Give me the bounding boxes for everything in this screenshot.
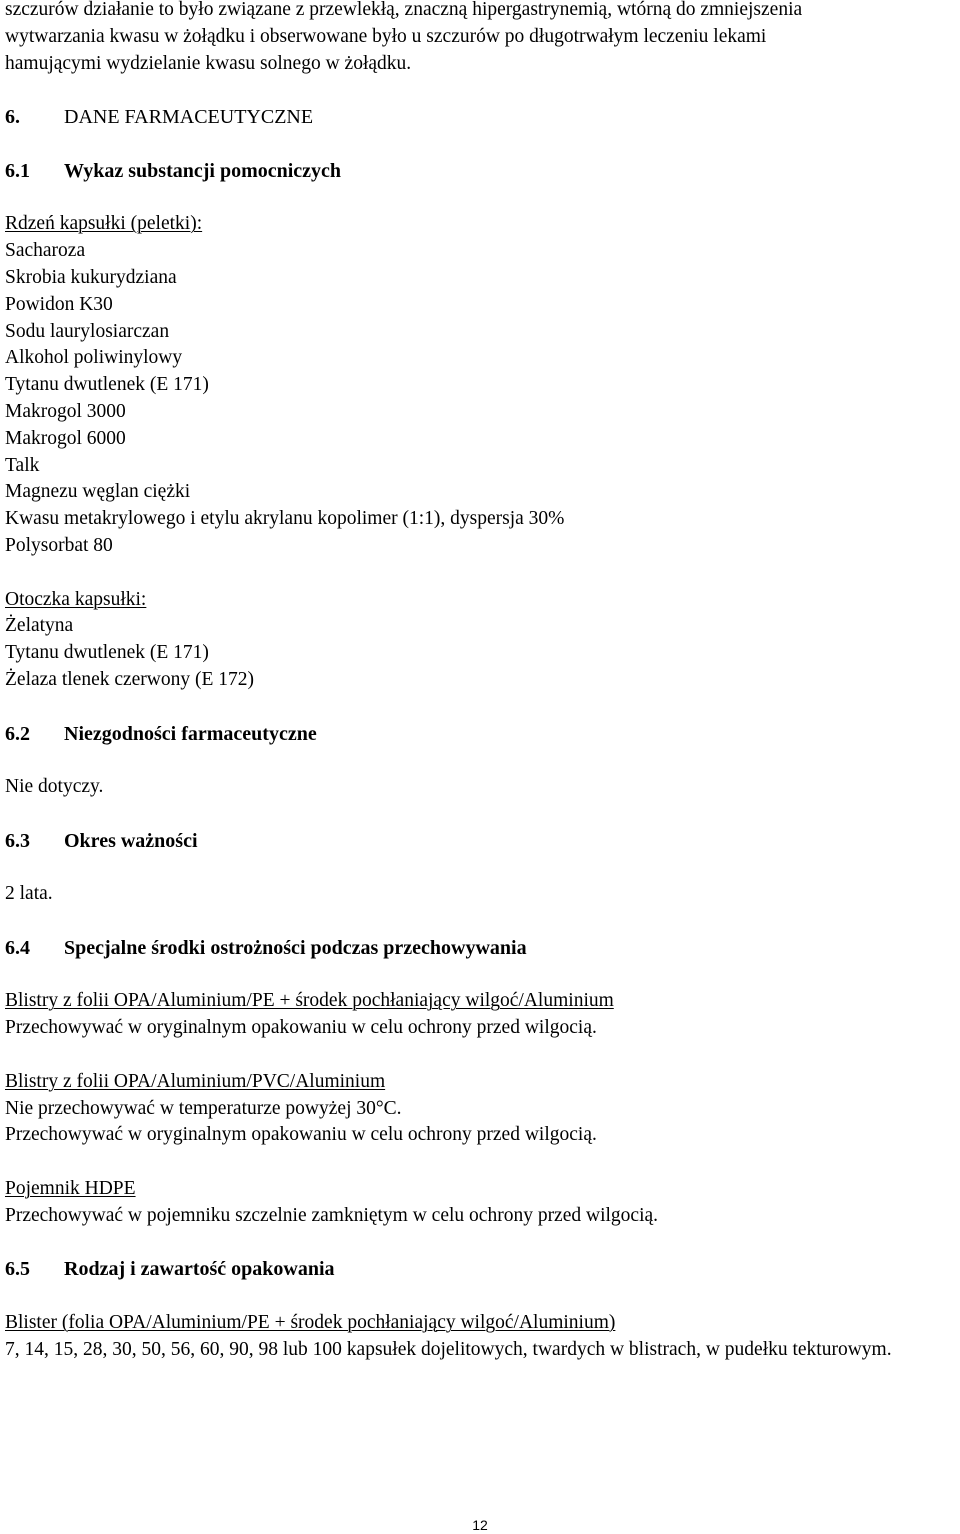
- core-item: Talk: [5, 454, 40, 476]
- section-6-2-text: Nie dotyczy.: [5, 776, 104, 798]
- storage-block-line: Nie przechowywać w temperaturze powyżej 30°C.: [5, 1097, 402, 1119]
- storage-block-heading: Blistry z folii OPA/Aluminium/PE + środek pochłaniający wilgoć/Aluminium: [5, 990, 614, 1012]
- section-6-1-heading: [5, 158, 955, 185]
- core-item: Polysorbat 80: [5, 534, 113, 556]
- core-item: Magnezu węglan ciężki: [5, 481, 191, 503]
- packaging-heading: Blister (folia OPA/Aluminium/PE + środek pochłaniający wilgoć/Aluminium): [5, 1312, 616, 1334]
- core-item: Kwasu metakrylowego i etylu akrylanu kopolimer (1:1), dyspersja 30%: [5, 508, 565, 530]
- shell-item: Tytanu dwutlenek (E 171): [5, 642, 209, 664]
- storage-block-line: Przechowywać w pojemniku szczelnie zamkniętym w celu ochrony przed wilgocią.: [5, 1204, 659, 1226]
- shell-item: Żelaza tlenek czerwony (E 172): [5, 668, 255, 690]
- intro-line-1: szczurów działanie to było związane z przewlekłą, znaczną hipergastrynemią, wtórną do zmniejszenia: [5, 0, 803, 20]
- section-6-2-title: Niezgodności farmaceutyczne: [64, 722, 317, 745]
- shell-heading: Otoczka kapsułki:: [5, 588, 147, 610]
- core-item: Tytanu dwutlenek (E 171): [5, 374, 209, 396]
- page-number: 12: [472, 1517, 488, 1533]
- section-6-3-heading: [5, 828, 955, 855]
- core-item: Makrogol 6000: [5, 427, 126, 449]
- storage-block-line: Przechowywać w oryginalnym opakowaniu w celu ochrony przed wilgocią.: [5, 1124, 597, 1146]
- document-page: [5, 0, 955, 1364]
- section-6-1-number: 6.1: [5, 159, 30, 182]
- section-6-4-heading: [5, 935, 955, 962]
- section-6-5-heading: [5, 1256, 955, 1283]
- section-6-3-text: 2 lata.: [5, 883, 53, 905]
- section-6-3-number: 6.3: [5, 829, 30, 852]
- core-item: Makrogol 3000: [5, 400, 126, 422]
- intro-line-2: wytwarzania kwasu w żołądku i obserwowane było u szczurów po długotrwałym leczeniu lekami: [5, 25, 767, 47]
- storage-block-heading: Blistry z folii OPA/Aluminium/PVC/Aluminium: [5, 1070, 386, 1092]
- section-6-number: 6.: [5, 106, 20, 129]
- intro-line-3: hamującymi wydzielanie kwasu solnego w żołądku.: [5, 52, 412, 74]
- section-6-4-number: 6.4: [5, 936, 30, 959]
- section-6-5-title: Rodzaj i zawartość opakowania: [64, 1258, 335, 1281]
- core-item: Sodu laurylosiarczan: [5, 320, 170, 342]
- section-6-3-title: Okres ważności: [64, 829, 198, 852]
- core-item: Sacharoza: [5, 240, 86, 262]
- core-heading: Rdzeń kapsułki (peletki):: [5, 213, 203, 235]
- section-6-2-heading: [5, 721, 955, 748]
- core-item: Powidon K30: [5, 293, 113, 315]
- section-6-4-title: Specjalne środki ostrożności podczas przechowywania: [64, 936, 527, 959]
- section-6-5-number: 6.5: [5, 1258, 30, 1281]
- storage-block-line: Przechowywać w oryginalnym opakowaniu w celu ochrony przed wilgocią.: [5, 1017, 597, 1039]
- core-item: Alkohol poliwinylowy: [5, 347, 183, 369]
- storage-block-heading: Pojemnik HDPE: [5, 1178, 136, 1200]
- core-item: Skrobia kukurydziana: [5, 266, 177, 288]
- section-6-title: DANE FARMACEUTYCZNE: [64, 106, 314, 129]
- shell-item: Żelatyna: [5, 615, 74, 637]
- section-6-2-number: 6.2: [5, 722, 30, 745]
- section-6-heading: [5, 104, 955, 131]
- packaging-text: 7, 14, 15, 28, 30, 50, 56, 60, 90, 98 lub 100 kapsułek dojelitowych, twardych w blistrach, w pudełku tekturowym.: [5, 1338, 892, 1360]
- section-6-1-title: Wykaz substancji pomocniczych: [64, 159, 342, 182]
